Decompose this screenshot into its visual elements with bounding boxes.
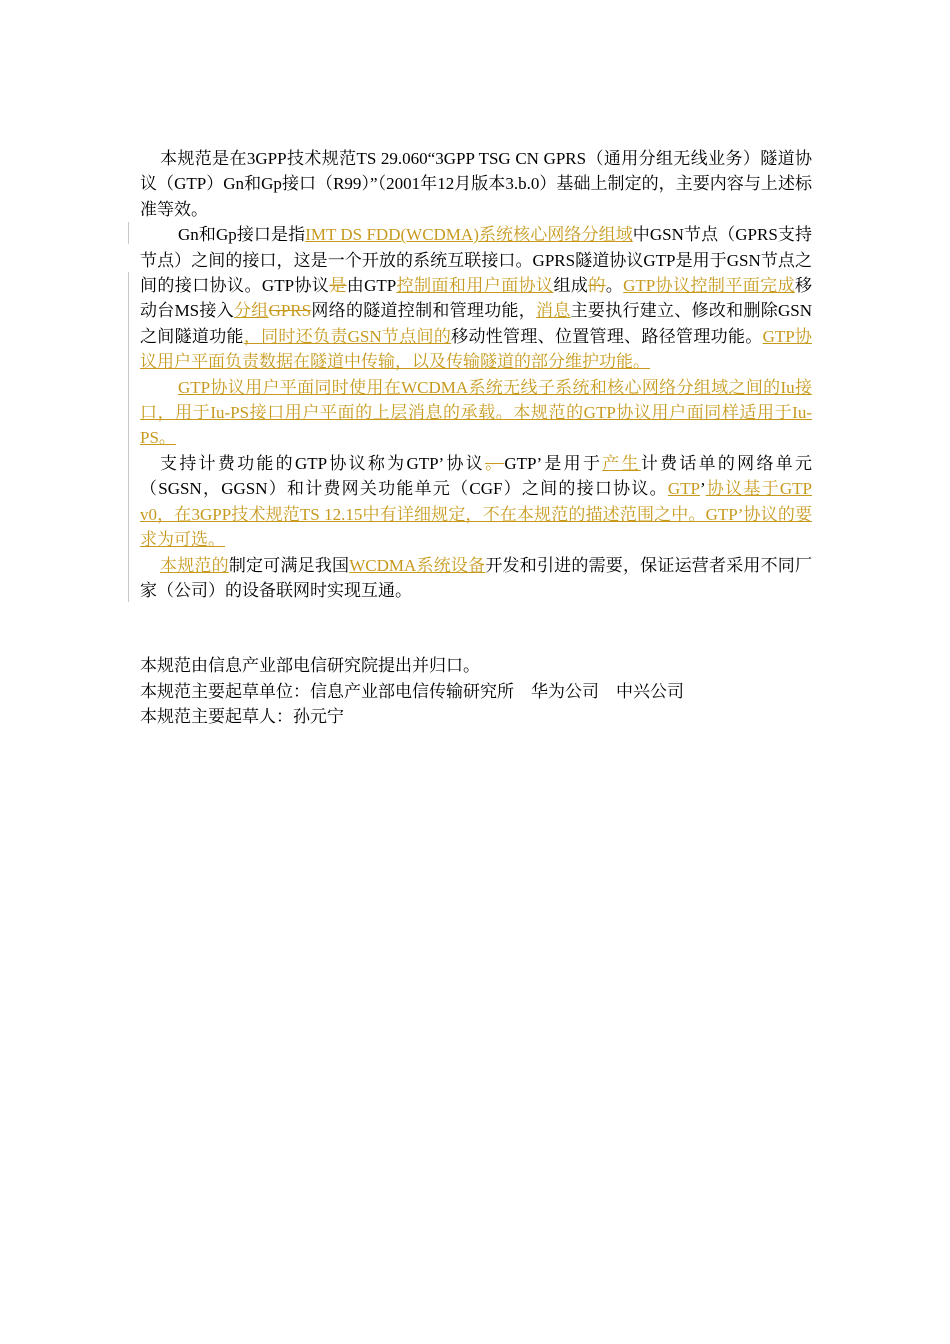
text-run: 组成 xyxy=(553,276,589,296)
paragraph-purpose xyxy=(140,553,812,604)
change-bar xyxy=(128,272,129,602)
inserted-text: GTP协议控制平面完成 xyxy=(623,276,796,296)
text-run: 。 xyxy=(605,276,624,296)
foreword-body xyxy=(140,146,812,730)
credit-proposer: 本规范由信息产业部电信研究院提出并归口。 xyxy=(140,656,480,676)
document-credits xyxy=(140,653,812,729)
text-run: 移动台MS接入 xyxy=(140,276,813,321)
inserted-text: 协议基于GTP v0，在3GPP技术规范TS 12.15中有详细规定，不在本规范的描述范围之中。GTP’协议的要求为可选。 xyxy=(140,479,812,550)
text-run: GTP’是用于 xyxy=(504,453,603,473)
inserted-text: IMT DS FDD(WCDMA)系统核心网络分组域 xyxy=(305,225,633,245)
inserted-text: GTP协议用户平面负责数据在隧道中传输，以及传输隧道的部分维护功能。 xyxy=(140,326,812,372)
text-run: 本规范是在3GPP技术规范TS 29.060“3GPP TSG CN GPRS（通用分组无线业务）隧道协议（GTP）Gn和Gp接口（R99）”（2001年12月版本3.b.0）基础上制定的，主要内容与上述标准等效。 xyxy=(140,149,812,219)
change-bar xyxy=(128,222,129,244)
paragraph-basis xyxy=(140,146,812,222)
text-run: 网络的隧道控制和管理功能， xyxy=(311,301,537,321)
inserted-text: 分组 xyxy=(233,301,269,321)
text-run: 移动性管理、位置管理、路径管理功能。 xyxy=(451,326,763,346)
paragraph-charging xyxy=(140,451,812,553)
text-run: 制定可满足我国 xyxy=(228,555,350,575)
text-run: 由GTP xyxy=(346,276,397,296)
inserted-text: 产生 xyxy=(602,453,641,473)
text-run: Gn和Gp接口是指 xyxy=(178,225,306,245)
text-run: 主要执行建立、修改和删除GSN之间隧道功能 xyxy=(140,301,813,346)
deleted-text: 是 xyxy=(329,276,347,296)
deleted-text: 。 xyxy=(485,453,505,473)
inserted-text: 消息 xyxy=(536,301,571,321)
text-run: 计费话单的网络单元（SGSN，GGSN）和计费网关功能单元（CGF）之间的接口协议。 xyxy=(140,453,813,499)
credit-drafter: 本规范主要起草人：孙元宁 xyxy=(140,707,344,727)
text-run: 中GSN节点（GPRS支持节点）之间的接口，这是一个开放的系统互联接口。GPRS隧道协议GTP是用于GSN节点之间的接口协议。GTP协议 xyxy=(140,225,812,296)
paragraph-gn-gp xyxy=(140,222,812,374)
inserted-text: 控制面和用户面协议 xyxy=(396,276,554,296)
deleted-text: 的 xyxy=(588,276,606,296)
text-run: 支持计费功能的GTP协议称为GTP’协议 xyxy=(160,453,486,473)
inserted-text: WCDMA系统设备 xyxy=(349,555,486,575)
paragraph-user-plane xyxy=(140,375,812,451)
credit-drafting-units: 本规范主要起草单位：信息产业部电信传输研究所 华为公司 中兴公司 xyxy=(140,681,684,701)
inserted-text: 本规范的 xyxy=(160,555,229,575)
inserted-text: ，同时还负责GSN节点间的 xyxy=(243,326,452,346)
inserted-text: GTP协议用户平面同时使用在WCDMA系统无线子系统和核心网络分组域之间的Iu接口，用于Iu-PS接口用户平面的上层消息的承载。本规范的GTP协议用户面同样适用于Iu-PS。 xyxy=(140,377,812,448)
inserted-text: GTP xyxy=(667,479,700,499)
deleted-text: GPRS xyxy=(268,301,312,321)
text-run: ’ xyxy=(699,479,706,499)
text-run: 开发和引进的需要，保证运营者采用不同厂家（公司）的设备联网时实现互通。 xyxy=(140,555,813,600)
